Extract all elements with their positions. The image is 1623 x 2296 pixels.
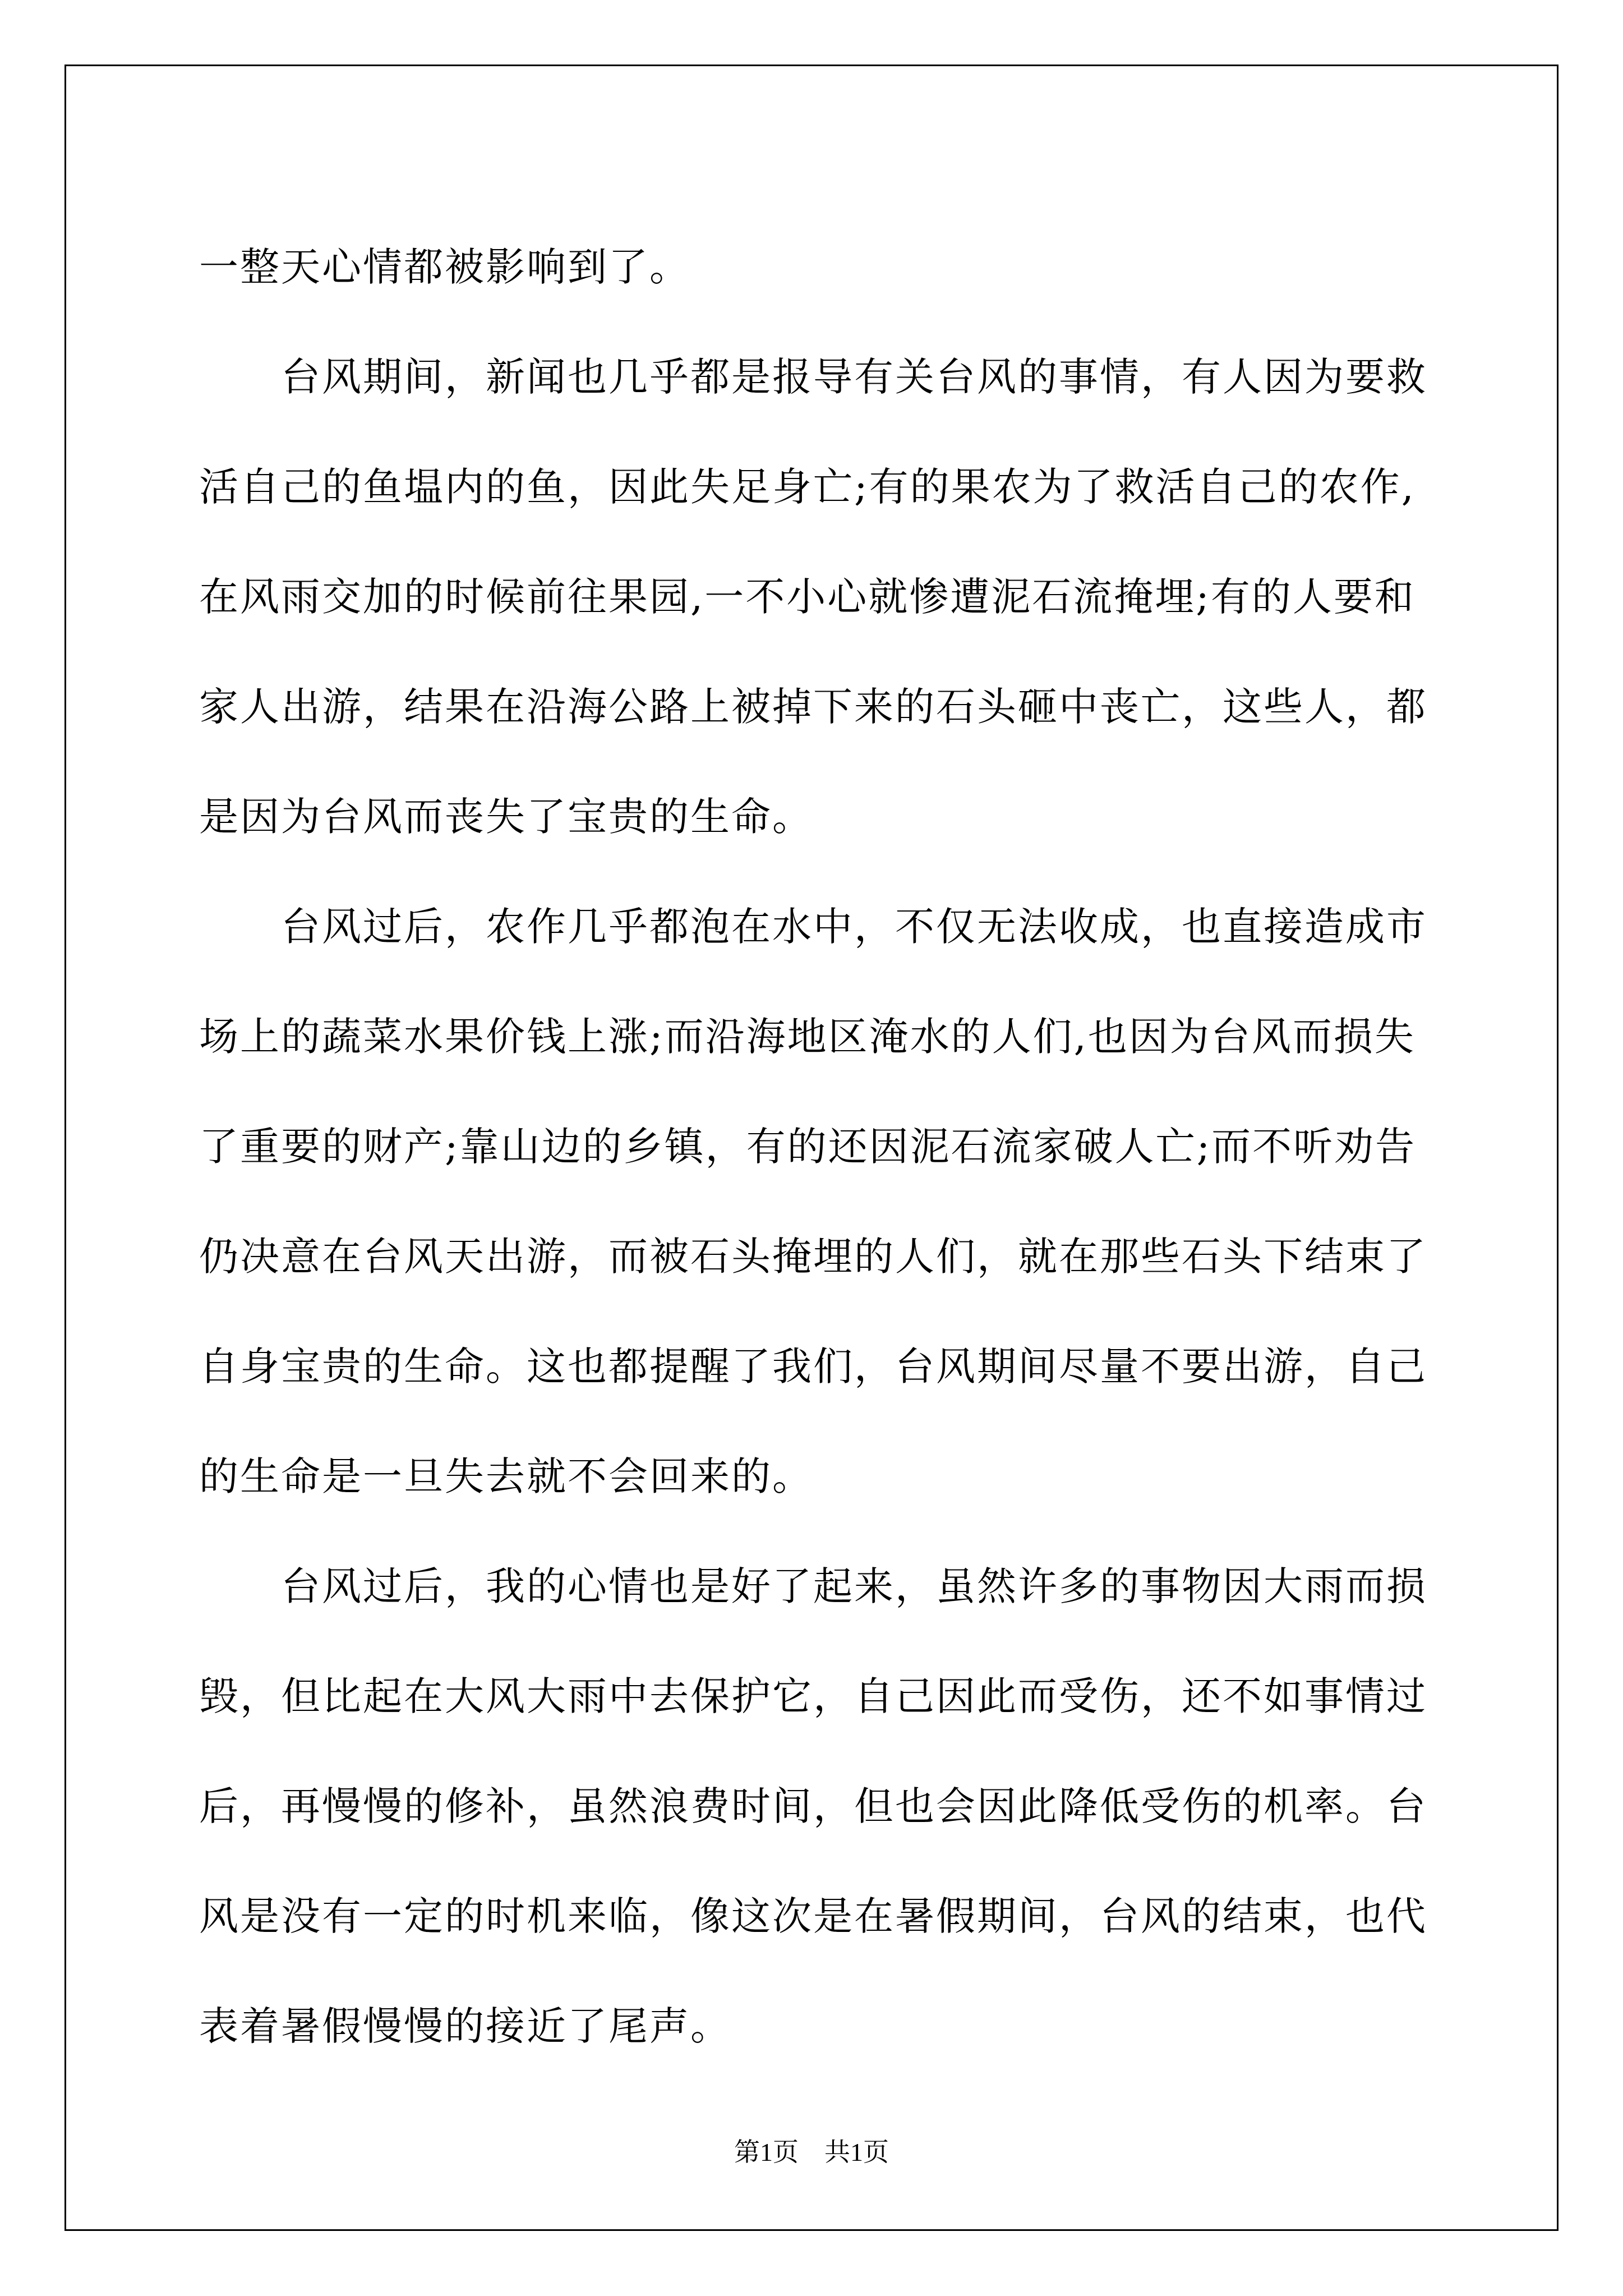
text-line: 场上的蔬菜水果价钱上涨;而沿海地区淹水的人们,也因为台风而损失 (199, 1014, 1415, 1060)
text-line: 自身宝贵的生命。这也都提醒了我们，台风期间尽量不要出游，自己 (199, 1343, 1427, 1389)
text-line: 仍决意在台风天出游，而被石头掩埋的人们，就在那些石头下结束了 (199, 1234, 1427, 1280)
text-line: 台风过后，农作几乎都泡在水中，不仅无法收成，也直接造成市 (199, 904, 1427, 950)
text-line: 是因为台风而丧失了宝贵的生命。 (199, 794, 813, 840)
document-body (199, 212, 1433, 2081)
text-line: 家人出游，结果在沿海公路上被掉下来的石头砸中丧亡，这些人，都 (199, 684, 1427, 730)
page-number-footer: 第1页 共1页 (734, 2138, 889, 2166)
text-line: 活自己的鱼塭内的鱼，因此失足身亡;有的果农为了救活自己的农作, (199, 464, 1415, 510)
text-line: 台风过后，我的心情也是好了起来，虽然许多的事物因大雨而损 (199, 1563, 1427, 1609)
text-line: 表着暑假慢慢的接近了尾声。 (199, 2003, 731, 2049)
text-line: 风是没有一定的时机来临，像这次是在暑假期间，台风的结束，也代 (199, 1893, 1427, 1939)
text-line: 一整天心情都被影响到了。 (199, 244, 690, 290)
text-line: 了重要的财产;靠山边的乡镇，有的还因泥石流家破人亡;而不听劝告 (199, 1124, 1417, 1170)
text-line: 在风雨交加的时候前往果园,一不小心就惨遭泥石流掩埋;有的人要和 (199, 574, 1415, 620)
text-line: 的生命是一旦失去就不会回来的。 (199, 1453, 813, 1499)
text-line: 台风期间，新闻也几乎都是报导有关台风的事情，有人因为要救 (199, 354, 1427, 400)
text-line: 后，再慢慢的修补，虽然浪费时间，但也会因此降低受伤的机率。台 (199, 1783, 1427, 1829)
text-line: 毁，但比起在大风大雨中去保护它，自己因此而受伤，还不如事情过 (199, 1673, 1427, 1719)
